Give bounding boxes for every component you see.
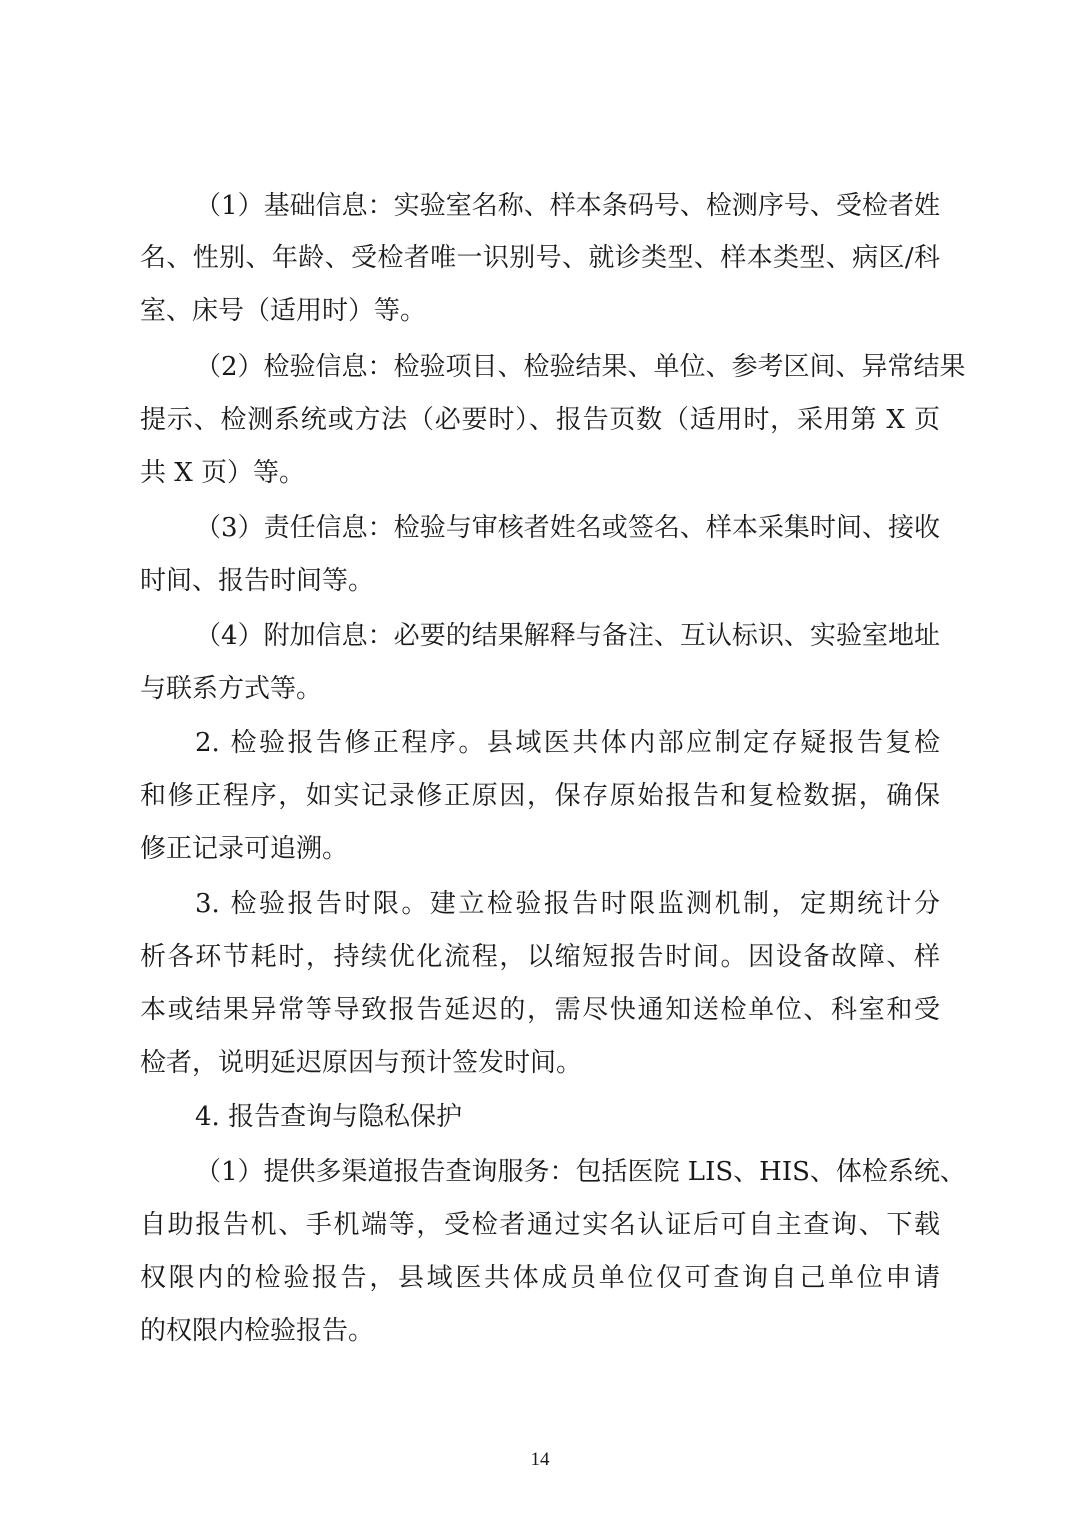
text-line: 修正记录可追溯。 xyxy=(140,834,349,864)
text-line: 和修正程序，如实记录修正原因，保存原始报告和复检数据，确保 xyxy=(140,781,940,811)
text-line: （1）基础信息：实验室名称、样本条码号、检测序号、受检者姓 xyxy=(195,191,940,221)
text-line: 检者，说明延迟原因与预计签发时间。 xyxy=(140,1048,583,1078)
page-number: 14 xyxy=(530,1449,550,1470)
text-line: 提示、检测系统或方法（必要时）、报告页数（适用时，采用第 X 页 xyxy=(140,405,940,435)
text-line: 与联系方式等。 xyxy=(140,674,323,704)
text-line: 室、床号（适用时）等。 xyxy=(140,296,427,326)
text-line: 自助报告机、手机端等，受检者通过实名认证后可自主查询、下载 xyxy=(140,1210,940,1240)
text-line: （1）提供多渠道报告查询服务：包括医院 LIS、HIS、体检系统、 xyxy=(195,1157,966,1187)
text-line: （3）责任信息：检验与审核者姓名或签名、样本采集时间、接收 xyxy=(195,513,940,543)
text-line: 权限内的检验报告，县域医共体成员单位仅可查询自己单位申请 xyxy=(140,1263,940,1293)
text-line: 的权限内检验报告。 xyxy=(140,1316,375,1346)
text-line: （4）附加信息：必要的结果解释与备注、互认标识、实验室地址 xyxy=(195,621,940,651)
text-line: 析各环节耗时，持续优化流程，以缩短报告时间。因设备故障、样 xyxy=(140,942,940,972)
section-heading: 4. 报告查询与隐私保护 xyxy=(195,1102,463,1132)
text-line: 名、性别、年龄、受检者唯一识别号、就诊类型、样本类型、病区/科 xyxy=(140,243,940,273)
text-line: 时间、报告时间等。 xyxy=(140,566,375,596)
text-line: 本或结果异常等导致报告延迟的，需尽快通知送检单位、科室和受 xyxy=(140,995,940,1025)
text-line: 共 X 页）等。 xyxy=(140,458,306,488)
text-line: （2）检验信息：检验项目、检验结果、单位、参考区间、异常结果 xyxy=(195,352,966,382)
text-line: 3. 检验报告时限。建立检验报告时限监测机制，定期统计分 xyxy=(195,889,940,919)
text-line: 2. 检验报告修正程序。县域医共体内部应制定存疑报告复检 xyxy=(195,728,940,758)
